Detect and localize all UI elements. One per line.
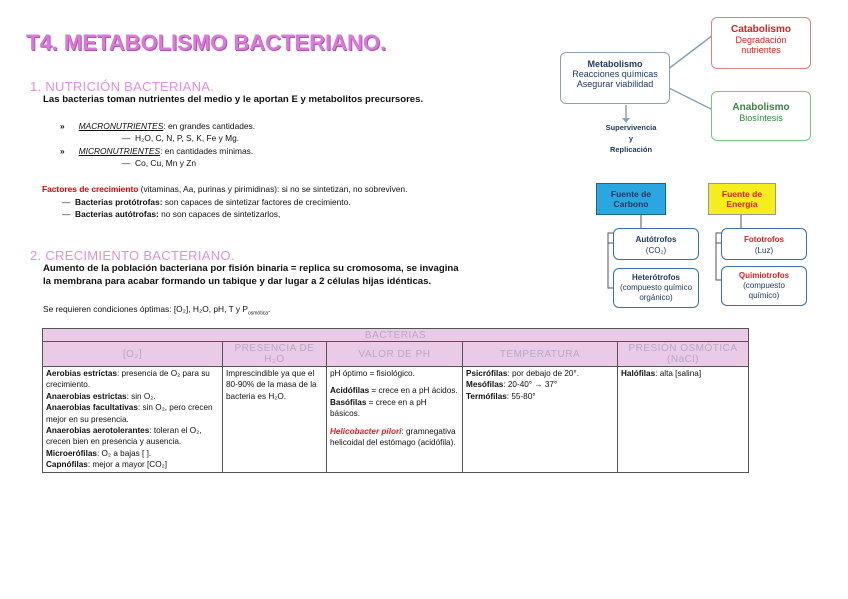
- o2-term: Capnófilas: [46, 460, 88, 470]
- fototrofos-box: [721, 228, 807, 260]
- dash-icon: —: [62, 197, 71, 207]
- o2-term: Anaerobias facultativas: [46, 403, 138, 413]
- o2-term: Anaerobias estrictas: [46, 391, 127, 401]
- halofilas-text: : alta [salina]: [655, 369, 702, 378]
- cell-o2: [43, 367, 223, 473]
- factores-term: Factores de crecimiento: [42, 184, 139, 194]
- crecimiento-intro-line1: Aumento de la población bacteriana por fisión binaria = replica su cromosoma, se invagina: [43, 263, 459, 274]
- metabolismo-box: [560, 52, 670, 104]
- micronutrientes-list: [122, 158, 196, 168]
- o2-text: : sin O₂.: [126, 391, 156, 401]
- macronutrientes-desc: : en grandes cantidades.: [163, 121, 256, 131]
- temp-text: : por debajo de 20°.: [507, 369, 579, 378]
- o2-term: Anaerobias aerotolerantes: [46, 426, 150, 436]
- temp-term: Mesófilas: [466, 380, 504, 390]
- o2-text: : sin O₂, pero crecen mejor en su presencia.: [46, 403, 213, 424]
- temp-term: Psicrófilas: [466, 369, 508, 378]
- table-group-header-row: [43, 329, 749, 342]
- condiciones-optimas: [43, 304, 270, 317]
- metabolismo-line1: Reacciones químicas: [572, 69, 658, 79]
- metabolismo-line2: Asegurar viabilidad: [576, 79, 654, 89]
- macronutrientes-item: [60, 121, 255, 131]
- fuente-carbono-box: [596, 183, 666, 215]
- o2-text: : mejor a mayor [CO₂]: [87, 460, 168, 470]
- catabolismo-box: [711, 17, 811, 69]
- supervivencia-line3: Replicación: [609, 145, 653, 154]
- anabolismo-title: Anabolismo: [732, 102, 790, 113]
- bullet-icon: »: [60, 121, 65, 131]
- fuente-energia-line2: Energía: [726, 199, 758, 209]
- cell-presion: [618, 367, 749, 473]
- autotrofos-title: Autótrofos: [635, 235, 677, 244]
- heterotrofos-title: Heterótrofos: [631, 273, 680, 282]
- condiciones-text: Se requieren condiciones óptimas: [O₂], H₂O, pH, T y P: [43, 304, 248, 314]
- cell-agua: Imprescindible ya que el 80-90% de la masa de la bacteria es H₂O.: [223, 367, 327, 473]
- o2-text: : toleran el O₂, crecen bien en presencia y ausencia.: [46, 426, 202, 447]
- temp-text: : 55-80°: [506, 391, 536, 401]
- fuente-energia-box: [708, 183, 776, 215]
- temp-text: : 20-40° → 37°: [503, 380, 558, 390]
- table-row: [43, 367, 749, 473]
- supervivencia-label: [596, 122, 666, 155]
- halofilas-term: Halófilas: [621, 369, 656, 378]
- table-group-header: BACTERIAS: [43, 329, 749, 342]
- micronutrientes-item: [60, 146, 253, 156]
- micronutrientes-term: MICRONUTRIENTES: [78, 146, 161, 156]
- o2-text: : presencia de O₂ para su crecimiento.: [46, 369, 210, 390]
- dash-icon: —: [122, 158, 131, 168]
- prototrofas-term: Bacterias protótrofas:: [75, 197, 163, 207]
- acidofilas-term: Acidófilas: [330, 386, 370, 396]
- o2-term: Microerófilas: [46, 448, 97, 458]
- catabolismo-line2: nutrientes: [741, 45, 781, 55]
- o2-term: Aerobias estrictas: [46, 369, 117, 378]
- catabolismo-line1: Degradación: [735, 35, 787, 45]
- quimiotrofos-line1: (compuesto: [743, 281, 785, 290]
- ph-optimo: pH óptimo = fisiológico.: [330, 369, 415, 378]
- basofilas-term: Basófilas: [330, 397, 367, 407]
- heterotrofos-box: [613, 268, 699, 308]
- metabolismo-title: Metabolismo: [587, 59, 643, 69]
- supervivencia-line1: Supervivencia: [605, 123, 657, 132]
- condiciones-sub: osmótica: [247, 310, 268, 317]
- basofilas-text: = crece en a pH básicos.: [330, 397, 427, 419]
- header-agua: PRESENCIA DE H₂O: [223, 342, 327, 367]
- condiciones-end: .: [267, 304, 271, 314]
- helicobacter-text: : gramnegativa helicoidal del estómago (acidófila).: [330, 426, 456, 448]
- section-heading-nutricion: 1. NUTRICIÓN BACTERIANA.: [30, 79, 215, 94]
- autotrofas-term: Bacterias autótrofas:: [75, 209, 159, 219]
- heterotrofos-line2: orgánico): [639, 293, 673, 302]
- bacterias-table: [42, 328, 749, 473]
- dash-icon: —: [62, 209, 71, 219]
- header-temperatura: TEMPERATURA: [463, 342, 618, 367]
- cell-ph: [327, 367, 463, 473]
- cell-temperatura: [463, 367, 618, 473]
- temp-term: Termófilas: [466, 391, 507, 401]
- factores-crecimiento: [42, 184, 407, 194]
- macronutrientes-values: H₂O, C, N, P, S, K, Fe y Mg.: [135, 133, 240, 143]
- macronutrientes-term: MACRONUTRIENTES: [78, 121, 164, 131]
- micronutrientes-desc: : en cantidades mínimas.: [160, 146, 254, 156]
- supervivencia-line2: y: [628, 134, 634, 143]
- anabolismo-box: [711, 91, 811, 141]
- fuente-carbono-line1: Fuente de: [610, 189, 652, 199]
- micronutrientes-values: Co, Cu, Mn y Zn: [135, 158, 196, 168]
- heterotrofos-line1: (compuesto químico: [619, 283, 693, 292]
- crecimiento-intro-line2: la membrana para acabar formando un tabique y dar lugar a 2 células hijas idénticas.: [43, 276, 432, 287]
- table-header-row: [43, 342, 749, 367]
- catabolismo-title: Catabolismo: [730, 24, 791, 35]
- autotrofas-item: [62, 209, 280, 219]
- quimiotrofos-box: [721, 266, 807, 306]
- prototrofas-desc: son capaces de sintetizar factores de crecimiento.: [162, 197, 351, 207]
- page-title: T4. METABOLISMO BACTERIANO.: [26, 30, 387, 55]
- connector-anabolismo: [663, 85, 713, 110]
- bullet-icon: »: [60, 146, 65, 156]
- fototrofos-line1: (Luz): [754, 246, 774, 255]
- section-heading-crecimiento: 2. CRECIMIENTO BACTERIANO.: [30, 248, 235, 263]
- factores-desc: (vitaminas, Aa, purinas y pirimidinas): si no se sintetizan, no sobreviven.: [138, 184, 408, 194]
- anabolismo-line1: Biosíntesis: [739, 113, 783, 123]
- header-o2: [O₂]: [43, 342, 223, 367]
- connector-catabolismo: [663, 35, 713, 73]
- fuente-energia-line1: Fuente de: [721, 189, 763, 199]
- autotrofos-line1: (CO₂): [645, 246, 667, 255]
- dash-icon: —: [122, 133, 131, 143]
- header-presion: PRESIÓN OSMÓTICA (NaCl): [618, 342, 749, 367]
- prototrofas-item: [62, 197, 351, 207]
- header-ph: VALOR DE PH: [327, 342, 463, 367]
- helicobacter-term: Helicobacter pilori: [330, 426, 402, 436]
- macronutrientes-list: [122, 133, 239, 143]
- autotrofos-box: [613, 228, 699, 260]
- quimiotrofos-title: Quimiotrofos: [738, 271, 790, 280]
- autotrofas-desc: no son capaces de sintetizarlos,: [158, 209, 281, 219]
- acidofilas-text: = crece en a pH ácidos.: [369, 386, 458, 396]
- o2-text: : O₂ a bajas [ ].: [96, 448, 152, 458]
- fototrofos-title: Fototrofos: [744, 235, 784, 244]
- fuente-carbono-line2: Carbono: [613, 199, 649, 209]
- nutricion-intro: Las bacterias toman nutrientes del medio y le aportan E y metabolitos precursores.: [43, 94, 424, 105]
- quimiotrofos-line2: químico): [748, 291, 780, 300]
